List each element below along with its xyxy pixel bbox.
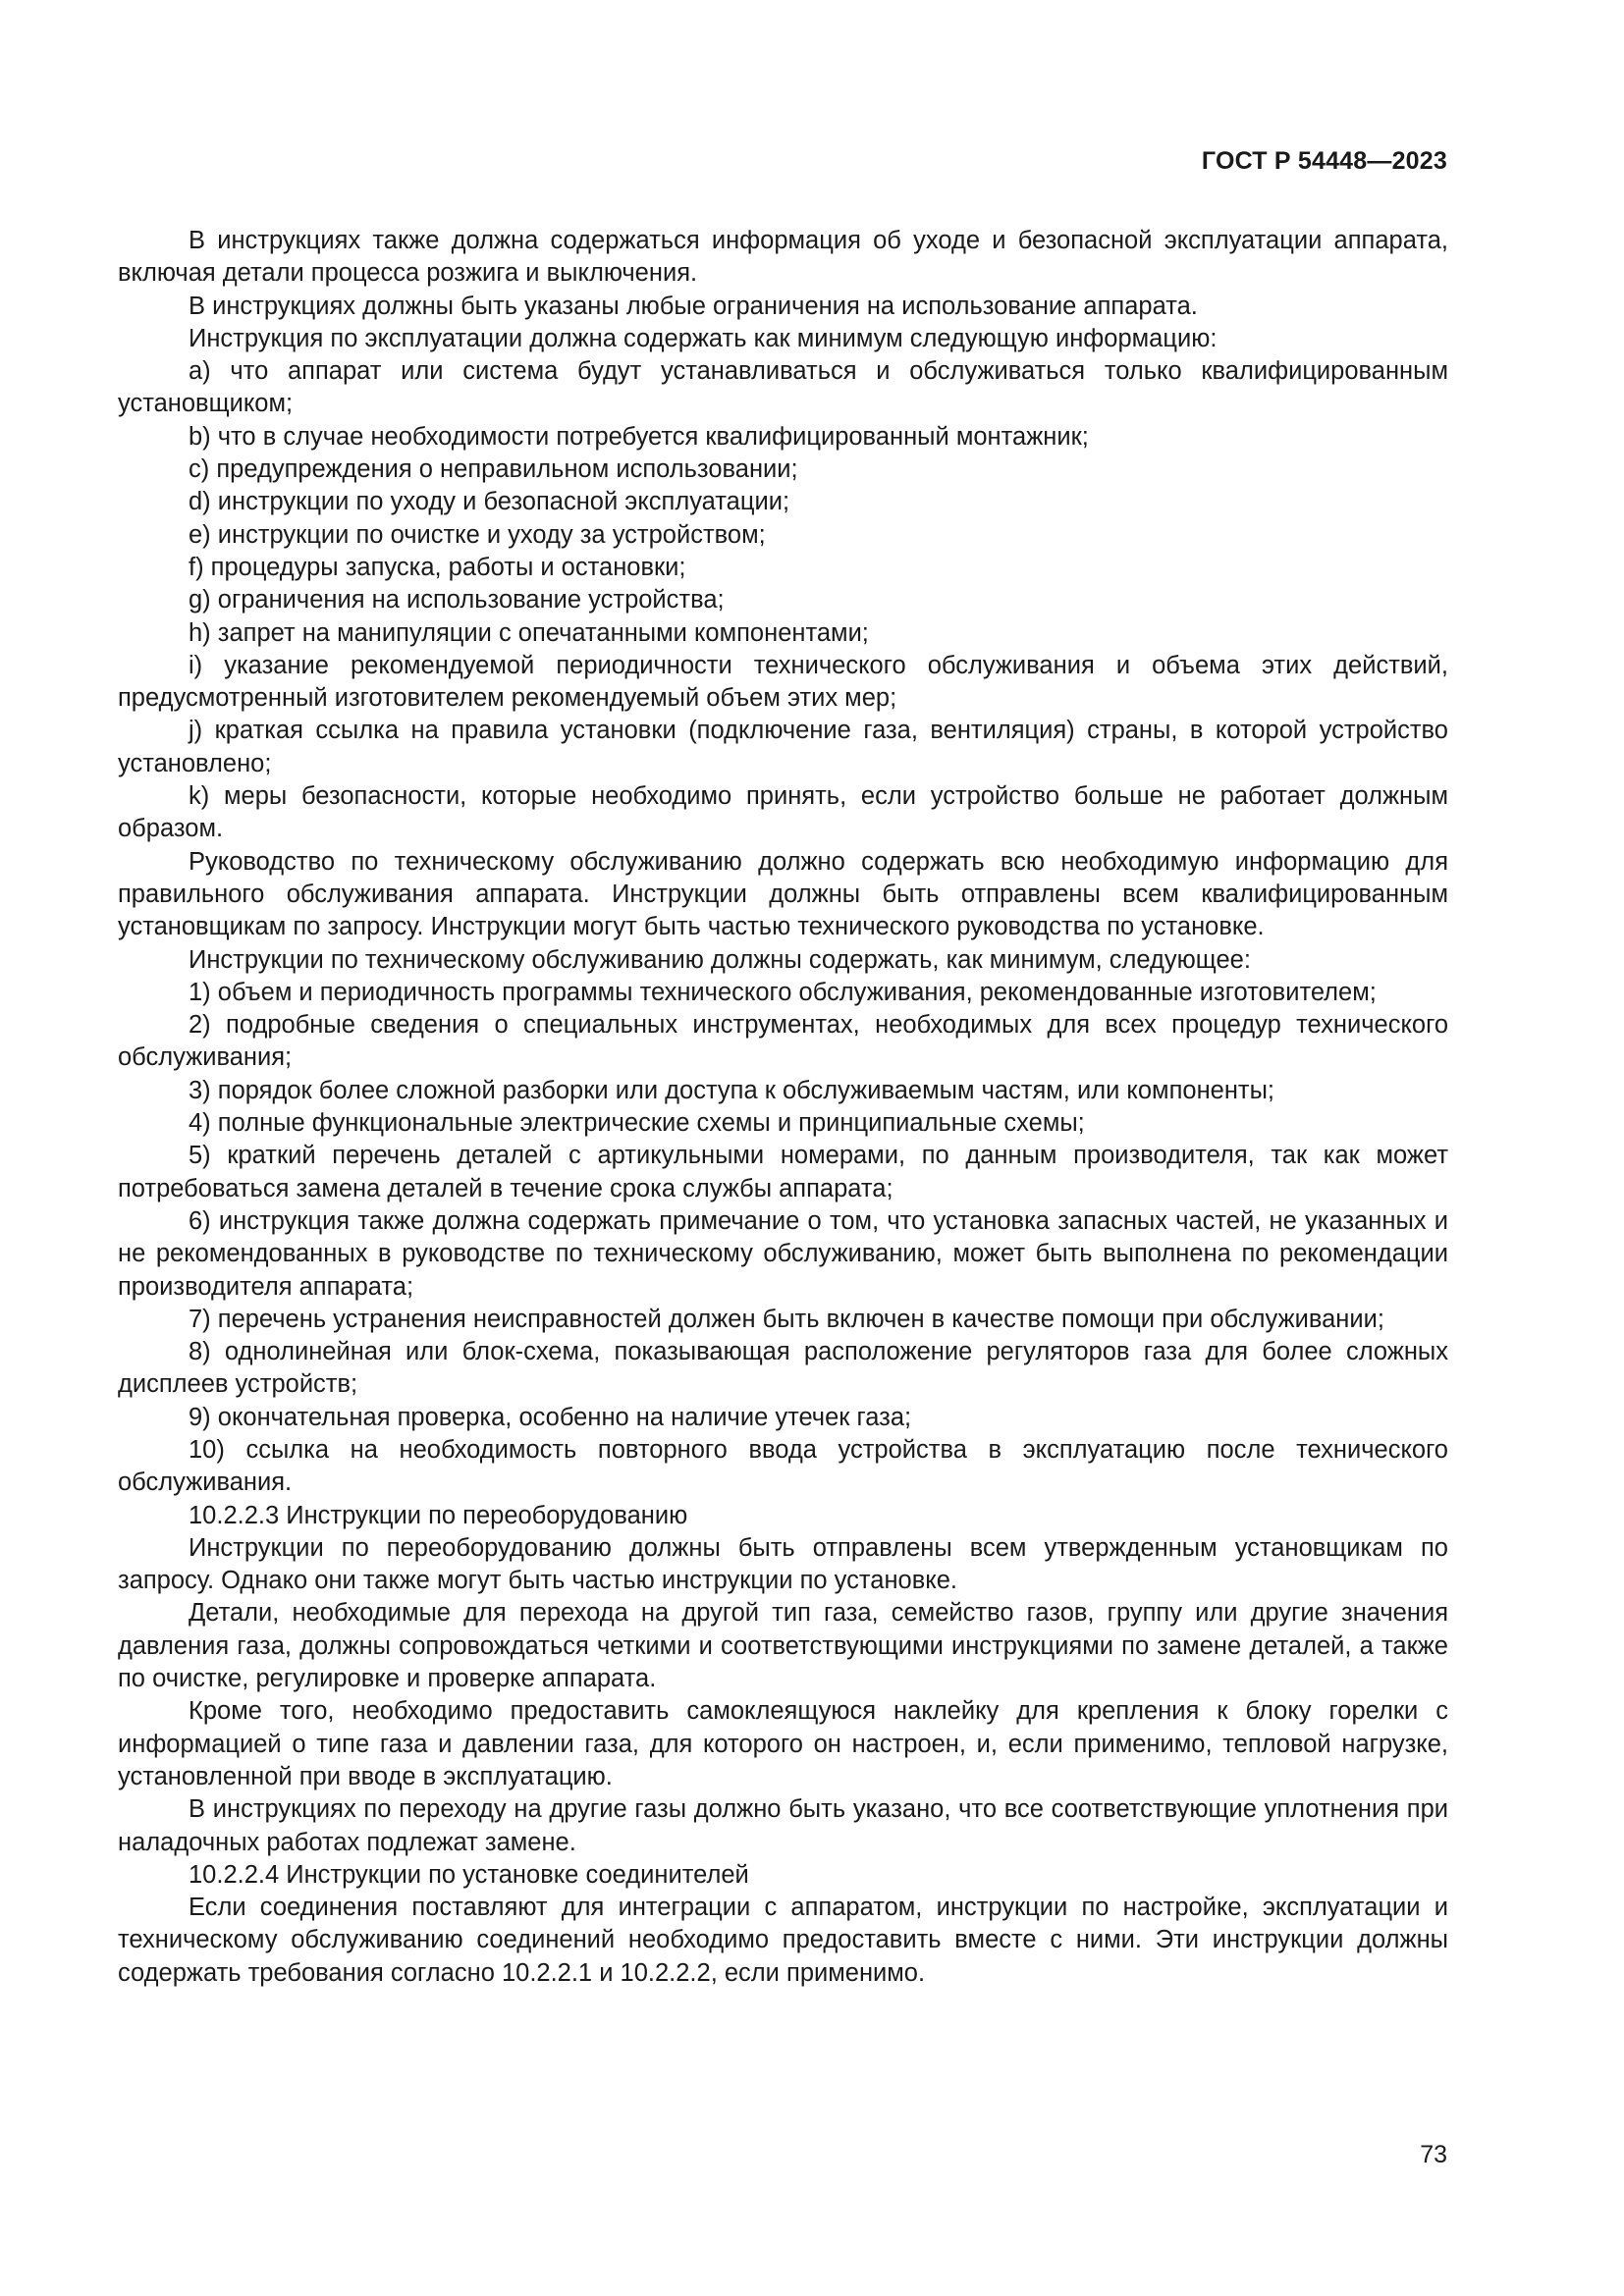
list-item: 8) однолинейная или блок-схема, показывающая расположение регуляторов газа для более сложных дисплеев устройств; [118, 1338, 1448, 1399]
list-item: 4) полные функциональные электрические схемы и принципиальные схемы; [189, 1109, 1085, 1138]
paragraph: Если соединения поставляют для интеграции с аппаратом, инструкции по настройке, эксплуатации и техническому обслуживанию соединений необходимо предоставить вместе с ними. Эти инструкции должны содержать требования согласно 10.2.2.1 и 10.2.2.2, если применимо. [118, 1894, 1448, 1987]
list-item: с) предупреждения о неправильном использовании; [189, 455, 798, 484]
list-item: 7) перечень устранения неисправностей должен быть включен в качестве помощи при обслуживании; [189, 1305, 1384, 1333]
document-id-header: ГОСТ Р 54448—2023 [1201, 147, 1447, 175]
list-item: а) что аппарат или система будут устанавливаться и обслуживаться только квалифицированным установщиком; [118, 357, 1448, 418]
list-item: k) меры безопасности, которые необходимо принять, если устройство больше не работает должным образом. [118, 782, 1448, 843]
list-item: j) краткая ссылка на правила установки (подключение газа, вентиляция) страны, в которой устройство установлено; [118, 717, 1448, 777]
paragraph: В инструкциях также должна содержаться информация об уходе и безопасной эксплуатации аппарата, включая детали процесса розжига и выключения. [118, 227, 1448, 288]
list-item: h) запрет на манипуляции с опечатанными компонентами; [189, 618, 869, 647]
list-item: 3) порядок более сложной разборки или доступа к обслуживаемым частям, или компоненты; [189, 1076, 1275, 1104]
list-item: 5) краткий перечень деталей с артикульными номерами, по данным производителя, так как может потребоваться замена деталей в течение срока службы аппарата; [118, 1142, 1448, 1202]
list-item: e) инструкции по очистке и уходу за устройством; [189, 520, 766, 549]
list-item: 6) инструкция также должна содержать примечание о том, что установка запасных частей, не указанных и не рекомендованных в руководстве по техническому обслуживанию, может быть выполнена по рекомендации производителя аппарата; [118, 1206, 1448, 1301]
paragraph: В инструкциях по переходу на другие газы должно быть указано, что все соответствующие уплотнения при наладочных работах подлежат замене. [118, 1795, 1448, 1856]
document-body [118, 225, 1448, 1990]
paragraph: Инструкции по переоборудованию должны быть отправлены всем утвержденным установщикам по запросу. Однако они также могут быть частью инструкции по установке. [118, 1533, 1448, 1595]
paragraph: Руководство по техническому обслуживанию должно содержать всю необходимую информацию для правильного обслуживания аппарата. Инструкции должны быть отправлены всем квалифицированным установщикам по запросу. Инструкции могут быть частью технического руководства по установке. [118, 847, 1448, 941]
list-item: 2) подробные сведения о специальных инструментах, необходимых для всех процедур технического обслуживания; [118, 1011, 1448, 1072]
paragraph: В инструкциях должны быть указаны любые ограничения на использование аппарата. [189, 292, 1198, 320]
list-item: b) что в случае необходимости потребуется квалифицированный монтажник; [189, 422, 1089, 451]
list-item: 1) объем и периодичность программы технического обслуживания, рекомендованные изготовителем; [189, 978, 1377, 1006]
list-item: d) инструкции по уходу и безопасной эксплуатации; [189, 488, 790, 516]
paragraph: Инструкция по эксплуатации должна содержать как минимум следующую информацию: [189, 324, 1218, 352]
list-item: 9) окончательная проверка, особенно на наличие утечек газа; [189, 1403, 912, 1431]
section-heading: 10.2.2.3 Инструкции по переоборудованию [189, 1501, 688, 1529]
section-heading: 10.2.2.4 Инструкции по установке соединителей [189, 1860, 749, 1889]
list-item: 10) ссылка на необходимость повторного ввода устройства в эксплуатацию после технического обслуживания. [118, 1435, 1448, 1497]
paragraph: Кроме того, необходимо предоставить самоклеящуюся наклейку для крепления к блоку горелки с информацией о типе газа и давлении газа, для которого он настроен, и, если применимо, тепловой нагрузке, установленной при вводе в эксплуатацию. [118, 1697, 1448, 1790]
list-item: f) процедуры запуска, работы и остановки; [189, 553, 686, 581]
list-item: g) ограничения на использование устройства; [189, 586, 725, 614]
paragraph: Инструкции по техническому обслуживанию должны содержать, как минимум, следующее: [189, 945, 1251, 974]
paragraph: Детали, необходимые для перехода на другой тип газа, семейство газов, группу или другие значения давления газа, должны сопровождаться четкими и соответствующими инструкциями по замене деталей, а также по очистке, регулировке и проверке аппарата. [118, 1599, 1448, 1693]
page-number: 73 [1420, 2141, 1447, 2168]
list-item: i) указание рекомендуемой периодичности технического обслуживания и объема этих действий, предусмотренный изготовителем рекомендуемый объем этих мер; [118, 651, 1448, 713]
